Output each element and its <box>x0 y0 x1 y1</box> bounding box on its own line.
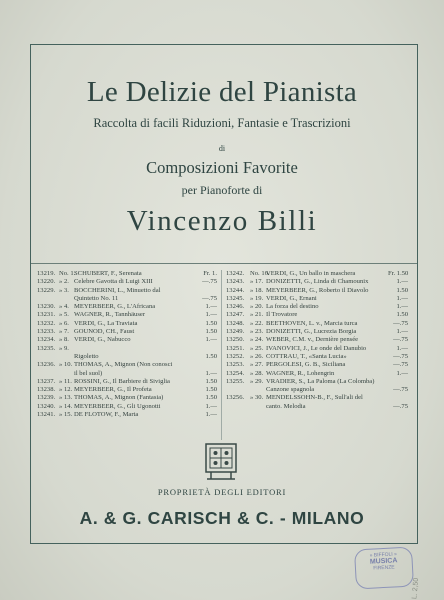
catalog-no: No. 1. <box>59 270 76 277</box>
catalog-number: 13232. <box>37 319 56 327</box>
catalog-number: 13240. <box>37 402 56 410</box>
catalog-title: WAGNER, R., Tannhäuser <box>74 311 146 319</box>
catalog-title: canto. Melodia <box>266 402 306 410</box>
catalog-row <box>226 345 408 353</box>
cover-per-pianoforte: per Pianoforte di <box>181 183 263 197</box>
catalog-row <box>37 270 217 278</box>
catalog-title: MEYERBEER, G., L'Africana <box>74 303 156 311</box>
catalog-no: » 3. <box>59 286 69 294</box>
catalog-no: » 24. <box>250 336 264 344</box>
catalog-row <box>226 295 408 303</box>
catalog-price: —.75 <box>202 278 217 286</box>
catalog-price: 1.50 <box>396 311 408 319</box>
catalog-row <box>226 328 408 336</box>
catalog-number: 13250. <box>226 336 245 344</box>
catalog-number: 13229. <box>37 286 56 294</box>
catalog-price: —.75 <box>393 352 408 360</box>
catalog-title: Quintetto No. 11 <box>74 294 119 302</box>
catalog-right-column <box>226 270 408 411</box>
catalog-number: 13235. <box>37 344 56 352</box>
catalog-title: GOUNOD, CH., Faust <box>74 328 135 336</box>
catalog-title: Canzone spagnola <box>266 386 315 394</box>
catalog-title: BOCCHERINI, L., Minuetto dal <box>74 286 161 294</box>
catalog-title: BEETHOVEN, L. v., Marcia turca <box>266 319 358 327</box>
catalog-title: IVANOVICI, J., Le onde del Danubio <box>266 344 367 352</box>
catalog-row <box>226 386 408 394</box>
catalog-row <box>226 270 408 278</box>
catalog-row <box>37 394 217 402</box>
catalog-row <box>226 303 408 311</box>
catalog-title: DONIZETTI, G., Linda di Chamounix <box>266 278 369 286</box>
catalog-price: 1.— <box>396 294 408 302</box>
catalog-row <box>37 287 217 295</box>
catalog-title: WAGNER, R., Lohengrin <box>266 369 335 377</box>
catalog-no: » 2. <box>59 278 69 286</box>
catalog-title: ROSSINI, G., Il Barbiere di Siviglia <box>74 377 170 385</box>
catalog-title: MEYERBEER, G., Gli Ugonotti <box>74 402 161 410</box>
catalog-no: » 15. <box>59 411 73 419</box>
catalog-price: 1.— <box>396 369 408 377</box>
catalog-no: » 6. <box>59 319 69 327</box>
catalog-number: 13233. <box>37 328 56 336</box>
publisher-logo-icon <box>203 442 239 482</box>
catalog-number: 13243. <box>226 278 245 286</box>
catalog-row <box>226 311 408 319</box>
catalog-price: 1.50 <box>205 377 217 385</box>
catalog-title: Celebre Gavotta di Luigi XIII <box>74 278 153 286</box>
catalog-title: MEYERBEER, G., Roberto il Diavolo <box>266 286 369 294</box>
catalog-no: » 5. <box>59 311 69 319</box>
catalog-row <box>37 411 217 419</box>
catalog-row <box>37 278 217 286</box>
catalog-title: THOMAS, A., Mignon (Fantasia) <box>74 394 164 402</box>
stamp-line3: FIRENZE <box>373 564 395 572</box>
catalog-title: MENDELSSOHN-B., F., Sull'ali del <box>266 394 363 402</box>
catalog-no: » 23. <box>250 328 264 336</box>
catalog-title: La forza del destino <box>266 303 319 311</box>
catalog-no: » 21. <box>250 311 264 319</box>
catalog-price: 1.— <box>205 303 217 311</box>
catalog-number: 13241. <box>37 411 56 419</box>
catalog-row <box>37 353 217 361</box>
catalog-row <box>226 287 408 295</box>
catalog-row <box>37 328 217 336</box>
catalog-number: 13246. <box>226 303 245 311</box>
catalog-no: » 30. <box>250 394 264 402</box>
catalog-row <box>226 378 408 386</box>
cover-composer: Vincenzo Billi <box>126 205 318 237</box>
catalog-price: 1.50 <box>205 352 217 360</box>
catalog-title: COTTRAU, T., «Santa Lucia» <box>266 352 347 360</box>
catalog-title: Rigoletto <box>74 352 99 360</box>
catalog-number: 13245. <box>226 294 245 302</box>
catalog-no: » 29. <box>250 377 264 385</box>
catalog-no: » 13. <box>59 394 73 402</box>
catalog-number: 13236. <box>37 361 56 369</box>
catalog-no: » 20. <box>250 303 264 311</box>
catalog-price: Fr. 1. <box>203 270 217 277</box>
catalog-no: » 8. <box>59 336 69 344</box>
catalog-number: 13234. <box>37 336 56 344</box>
catalog-number: 13219. <box>37 270 56 277</box>
stamp-line1: » BIFFOLI » <box>369 551 398 559</box>
catalog-row <box>226 320 408 328</box>
catalog-no: » 25. <box>250 344 264 352</box>
catalog-price: 1.— <box>205 336 217 344</box>
catalog-price: —.75 <box>393 386 408 394</box>
catalog-no: » 22. <box>250 319 264 327</box>
catalog-number: 13248. <box>226 319 245 327</box>
catalog-row <box>226 370 408 378</box>
cover-title: Le Delizie del Pianista <box>86 76 358 108</box>
catalog-price: 1.— <box>396 328 408 336</box>
stamp-line2: MUSICA <box>369 556 398 566</box>
cover-subtitle: Raccolta di facili Riduzioni, Fantasie e Trascrizioni <box>93 116 351 130</box>
catalog-price: 1.50 <box>205 394 217 402</box>
catalog-price: 1.— <box>205 411 217 419</box>
catalog-price: 1.50 <box>205 319 217 327</box>
catalog-title: SCHUBERT, F., Serenata <box>74 270 142 277</box>
catalog-title: MEYERBEER, G., Il Profeta <box>74 386 152 394</box>
catalog-no: » 17. <box>250 278 264 286</box>
catalog-number: 13255. <box>226 377 245 385</box>
catalog-number: 13239. <box>37 394 56 402</box>
catalog-number: 13231. <box>37 311 56 319</box>
pencil-note: L. 2,50 <box>411 577 421 600</box>
catalog-title: VERDI, G., La Traviata <box>74 319 138 327</box>
catalog-left-column <box>37 270 217 419</box>
catalog-title: WEBER, C.M. v., Dernière pensée <box>266 336 359 344</box>
catalog-price: 1.— <box>396 278 408 286</box>
catalog-no: » 12. <box>59 386 73 394</box>
catalog-number: 13238. <box>37 386 56 394</box>
catalog-price: 1.— <box>396 303 408 311</box>
catalog-no: » 4. <box>59 303 69 311</box>
catalog-price: —.75 <box>393 336 408 344</box>
shop-stamp <box>354 547 414 590</box>
catalog-no: » 9. <box>59 344 69 352</box>
catalog-no: » 10. <box>59 361 73 369</box>
catalog-no: » 7. <box>59 328 69 336</box>
catalog-title: VERDI, G., Nabucco <box>74 336 131 344</box>
catalog-price: 1.— <box>205 369 217 377</box>
catalog-title: VERDI, G., Un ballo in maschera <box>266 270 356 277</box>
catalog-title: THOMAS, A., Mignon (Non conosci <box>74 361 173 369</box>
catalog-price: 1.50 <box>205 386 217 394</box>
catalog-no: » 18. <box>250 286 264 294</box>
catalog-title: DE FLOTOW, F., Marta <box>74 411 139 419</box>
catalog-row <box>226 403 408 411</box>
catalog-row <box>226 336 408 344</box>
catalog-price: —.75 <box>393 402 408 410</box>
catalog-title: Il Trovatore <box>266 311 298 319</box>
catalog-row <box>37 403 217 411</box>
catalog-price: —.75 <box>393 319 408 327</box>
catalog-row <box>226 353 408 361</box>
catalog-price: 1.— <box>396 344 408 352</box>
catalog-row <box>37 311 217 319</box>
catalog-no: » 26. <box>250 352 264 360</box>
catalog-number: 13247. <box>226 311 245 319</box>
catalog-row <box>37 303 217 311</box>
catalog-row <box>37 320 217 328</box>
catalog-price: Fr. 1.50 <box>388 270 409 277</box>
catalog-row <box>37 386 217 394</box>
catalog-price: —.75 <box>393 361 408 369</box>
catalog-row <box>37 370 217 378</box>
catalog-no: » 27. <box>250 361 264 369</box>
catalog-row <box>37 378 217 386</box>
catalog-title: DONIZETTI, G., Lucrezia Borgia <box>266 328 357 336</box>
catalog-price: —.75 <box>202 294 217 302</box>
catalog-number: 13230. <box>37 303 56 311</box>
catalog-number: 13254. <box>226 369 245 377</box>
catalog-title: VERDI, G., Ernani <box>266 294 317 302</box>
catalog-price: 1.— <box>205 311 217 319</box>
catalog-title: il bel suol) <box>74 369 103 377</box>
catalog-row <box>37 361 217 369</box>
cover-publisher: A. & G. CARISCH & C. - MILANO <box>79 508 365 528</box>
catalog-number: 13256. <box>226 394 245 402</box>
catalog-number: 13252. <box>226 352 245 360</box>
catalog-number: 13220. <box>37 278 56 286</box>
catalog-column-divider <box>221 270 222 440</box>
catalog-number: 13249. <box>226 328 245 336</box>
catalog-price: 1.50 <box>205 328 217 336</box>
catalog-row <box>37 345 217 353</box>
cover-di: di <box>218 144 226 153</box>
catalog-row <box>226 361 408 369</box>
catalog-row <box>37 295 217 303</box>
catalog-number: 13251. <box>226 344 245 352</box>
catalog-price: 1.50 <box>396 286 408 294</box>
catalog-no: » 14. <box>59 402 73 410</box>
catalog-no: » 19. <box>250 294 264 302</box>
catalog-number: 13237. <box>37 377 56 385</box>
cover-proprieta: PROPRIETÀ DEGLI EDITORI <box>157 487 287 497</box>
catalog-number: 13244. <box>226 286 245 294</box>
catalog-number: 13242. <box>226 270 245 277</box>
catalog-row <box>226 394 408 402</box>
catalog-price: 1.— <box>205 402 217 410</box>
catalog-no: No. 16. <box>250 270 270 277</box>
catalog-title: PERGOLESI, G. B., Siciliana <box>266 361 346 369</box>
catalog-divider <box>31 263 417 264</box>
catalog-no: » 11. <box>59 377 72 385</box>
cover-composizioni: Composizioni Favorite <box>146 158 298 177</box>
catalog-no: » 28. <box>250 369 264 377</box>
catalog-number: 13253. <box>226 361 245 369</box>
catalog-row <box>226 278 408 286</box>
catalog-title: VRADIER, S., La Paloma (La Colomba) <box>266 377 375 385</box>
catalog-row <box>37 336 217 344</box>
